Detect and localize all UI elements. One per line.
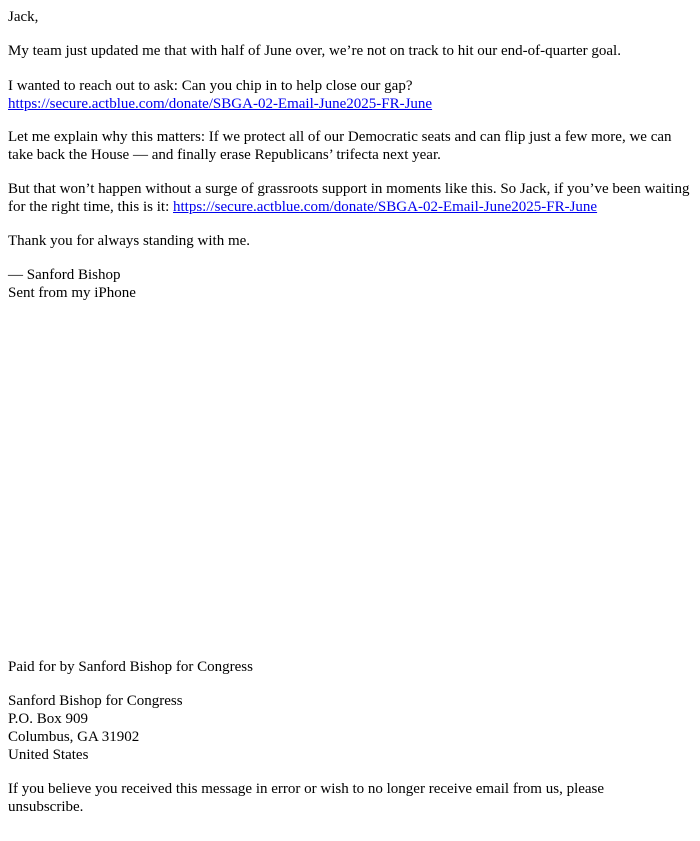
signature-device: Sent from my iPhone: [8, 285, 136, 301]
unsubscribe-link[interactable]: unsubscribe.: [8, 799, 84, 815]
paragraph-ask: [8, 77, 438, 113]
greeting: Jack,: [8, 9, 39, 25]
signature-name: — Sanford Bishop: [8, 267, 121, 283]
paragraph-goal-update: My team just updated me that with half of June over, we’re not on track to hit our end-of-quarter goal.: [8, 43, 621, 59]
paragraph-grassroots: [8, 180, 694, 216]
signature: [8, 266, 692, 302]
donate-link-2[interactable]: https://secure.actblue.com/donate/SBGA-02-Email-June2025-FR-June: [173, 199, 598, 215]
address-line: P.O. Box 909: [8, 711, 89, 727]
paragraph-thank-you: Thank you for always standing with me.: [8, 233, 251, 249]
paragraph-ask-text: I wanted to reach out to ask: Can you chip in to help close our gap?: [8, 78, 413, 94]
paragraph-grassroots-text: But that won’t happen without a surge of grassroots support in moments like this. So Jack, if you’ve been waiting for the right time, this is it:: [8, 181, 690, 215]
donate-link-1[interactable]: https://secure.actblue.com/donate/SBGA-02-Email-June2025-FR-June: [8, 96, 433, 112]
address-line: United States: [8, 747, 89, 763]
address-line: Columbus, GA 31902: [8, 729, 140, 745]
mailing-address: [8, 692, 692, 764]
unsubscribe-text: If you believe you received this message in error or wish to no longer receive email from us, please: [8, 781, 605, 797]
address-line: Sanford Bishop for Congress: [8, 693, 183, 709]
unsubscribe-notice: [8, 780, 668, 816]
paragraph-why-it-matters: Let me explain why this matters: If we protect all of our Democratic seats and can flip just a few more, we can take back the House — and finally erase Republicans’ trifecta next year.: [8, 129, 672, 163]
paid-for-disclaimer: Paid for by Sanford Bishop for Congress: [8, 659, 253, 675]
